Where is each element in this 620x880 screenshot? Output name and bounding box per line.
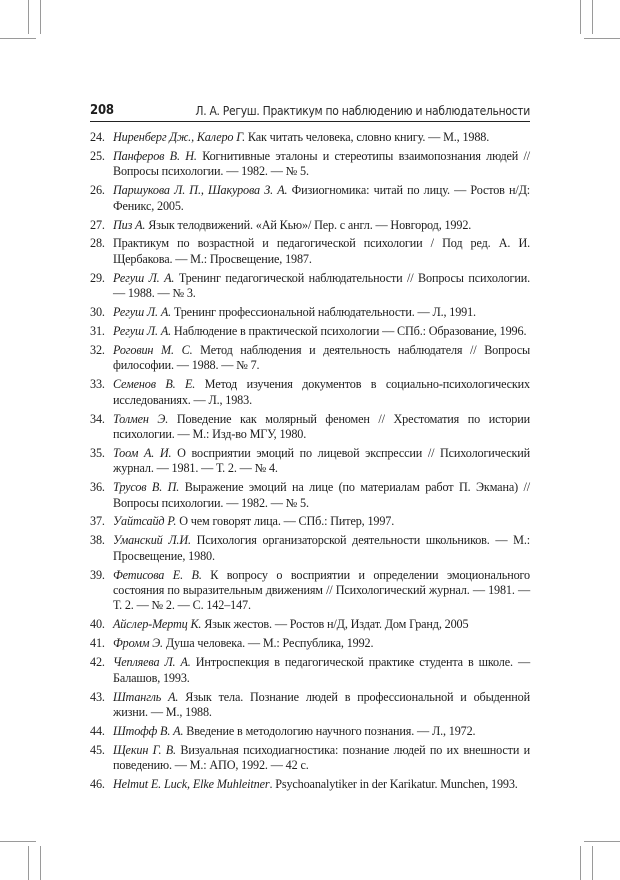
reference-author: Семенов В. Е. [113, 377, 196, 392]
reference-text: Тренинг профессиональной наблюдательности. — Л., 1991. [171, 305, 476, 320]
reference-item [90, 690, 530, 721]
reference-item [90, 343, 530, 374]
reference-text: Метод изучения документов в социально-психологических исследованиях. — Л., 1983. [113, 377, 530, 407]
reference-number: 32. [90, 342, 105, 357]
crop-mark-top-left-inner [28, 0, 29, 34]
reference-number: 40. [90, 617, 105, 632]
reference-item [90, 130, 530, 145]
reference-number: 25. [90, 148, 105, 163]
reference-author: Ниренберг Дж., Калеро Г. [113, 130, 246, 144]
reference-item [90, 218, 530, 233]
page-number: 208 [90, 103, 114, 118]
reference-author: Штангль А. [113, 689, 179, 704]
reference-text: Тренинг педагогической наблюдательности // Вопросы психологии. — 1988. — № 3. [113, 270, 531, 301]
crop-mark-top-right-outer [580, 0, 581, 34]
reference-number: 24. [90, 130, 105, 144]
reference-item [90, 636, 530, 651]
crop-mark-top-right-inner [592, 0, 593, 34]
reference-text: Язык тела. Познание людей в профессиональной и обыденной жизни. — М., 1988. [113, 689, 530, 719]
crop-mark-bottom-left-inner [28, 846, 29, 880]
reference-number: 35. [90, 445, 105, 460]
running-head: Л. А. Регуш. Практикум по наблюдению и наблюдательности [195, 104, 530, 118]
reference-text: Введение в методологию научного познания. — Л., 1972. [183, 723, 476, 738]
reference-number: 34. [90, 411, 105, 426]
reference-item [90, 533, 530, 564]
reference-item [90, 271, 530, 302]
reference-item [90, 480, 530, 511]
reference-author: Панферов В. Н. [113, 148, 197, 163]
reference-item [90, 568, 530, 614]
reference-item [90, 777, 530, 792]
reference-author: Фромм Э. [113, 636, 163, 651]
reference-author: Роговин М. С. [113, 342, 193, 357]
reference-item [90, 514, 530, 529]
reference-text: Когнитивные эталоны и стереотипы взаимопознания людей // Вопросы психологии. — 1982. — № 5. [113, 148, 530, 179]
reference-author: Пиз А. [113, 217, 146, 232]
reference-author: Регуш Л. А. [113, 323, 172, 338]
reference-item [90, 305, 530, 320]
reference-text: Наблюдение в практической психологии — СПб.: Образование, 1996. [171, 323, 527, 338]
reference-author: Тоом А. И. [113, 445, 172, 460]
reference-item [90, 377, 530, 408]
crop-mark-top-left-outer [40, 0, 41, 34]
reference-number: 41. [90, 636, 105, 651]
reference-text: О восприятии эмоций по лицевой экспрессии // Психологический журнал. — 1981. — Т. 2. — № 4. [113, 445, 530, 476]
reference-item [90, 724, 530, 739]
reference-item [90, 149, 530, 180]
crop-mark-bottom-left-h [0, 841, 36, 842]
reference-number: 28. [90, 236, 105, 251]
reference-author: Чепляева Л. А. [113, 655, 191, 670]
reference-author: Уманский Л.И. [113, 533, 191, 548]
reference-number: 38. [90, 533, 105, 548]
reference-author: Паршукова Л. П., Шакурова З. А. [113, 183, 288, 198]
reference-text: Поведение как молярный феномен // Хрестоматия по истории психологии. — М.: Изд-во МГУ, 1980. [113, 411, 530, 441]
reference-number: 45. [90, 742, 105, 757]
reference-item [90, 655, 530, 686]
reference-author: Толмен Э. [113, 411, 169, 426]
reference-number: 39. [90, 567, 105, 582]
reference-author: Уайтсайд Р. [113, 514, 177, 529]
reference-list [90, 130, 530, 796]
reference-text: К вопросу о восприятии и определении эмоционального состояния по выразительным движениям // Психологический журнал. — 1981. — Т. 2. — № 2. — С. 142–147. [113, 567, 531, 613]
reference-author: Регуш Л. А. [113, 270, 175, 285]
reference-number: 37. [90, 514, 105, 529]
reference-text: Физиогномика: читай по лицу. — Ростов н/Д: Феникс, 2005. [113, 183, 530, 213]
reference-number: 30. [90, 305, 105, 320]
reference-number: 29. [90, 270, 105, 285]
header-rule [90, 121, 530, 122]
reference-text: Душа человека. — М.: Республика, 1992. [162, 636, 374, 651]
reference-number: 31. [90, 323, 105, 338]
reference-text: Как читать человека, словно книгу. — М., 1988. [245, 130, 490, 144]
reference-text: Метод наблюдения и деятельность наблюдателя // Вопросы философии. — 1988. — № 7. [113, 342, 530, 373]
reference-item [90, 617, 530, 632]
reference-text: Язык жестов. — Ростов н/Д, Издат. Дом Гранд, 2005 [201, 617, 469, 632]
reference-author: Фетисова Е. В. [113, 567, 202, 582]
reference-author: Щекин Г. В. [113, 742, 176, 757]
reference-text: Практикум по возрастной и педагогической психологии / Под ред. А. И. Щербакова. — М.: Просвещение, 1987. [113, 236, 530, 266]
page-header [90, 100, 530, 118]
crop-mark-top-right-h [584, 38, 620, 39]
reference-text: Выражение эмоций на лице (по материалам работ П. Экмана) // Вопросы психологии. — 1982. — № 5. [113, 480, 530, 510]
reference-number: 36. [90, 480, 105, 495]
crop-mark-bottom-left-outer [40, 846, 41, 880]
reference-author: Айслер-Мертц К. [113, 617, 202, 632]
reference-item [90, 412, 530, 443]
reference-author: Helmut E. Luck, Elke Muhleitner [113, 777, 270, 792]
crop-mark-bottom-right-inner [592, 846, 593, 880]
reference-number: 26. [90, 183, 105, 198]
reference-text: Визуальная психодиагностика: познание людей по их внешности и поведению. — М.: АПО, 1992. — 42 с. [113, 742, 530, 773]
reference-number: 46. [90, 777, 105, 792]
reference-item [90, 324, 530, 339]
reference-number: 43. [90, 689, 105, 704]
reference-number: 27. [90, 217, 105, 232]
reference-text: Психология организаторской деятельности школьников. — М.: Просвещение, 1980. [113, 533, 530, 563]
reference-author: Трусов В. П. [113, 480, 180, 495]
crop-mark-top-left-h [0, 38, 36, 39]
reference-item [90, 446, 530, 477]
reference-text: О чем говорят лица. — СПб.: Питер, 1997. [176, 514, 395, 529]
reference-number: 44. [90, 723, 105, 738]
reference-text: Интроспекция в педагогической практике студента в школе. — Балашов, 1993. [113, 655, 530, 685]
reference-item [90, 743, 530, 774]
reference-item [90, 236, 530, 267]
crop-mark-bottom-right-h [584, 841, 620, 842]
reference-item [90, 183, 530, 214]
reference-author: Штофф В. А. [113, 723, 184, 738]
reference-text: Язык телодвижений. «Ай Кью»/ Пер. с англ. — Новгород, 1992. [145, 217, 472, 232]
crop-mark-bottom-right-outer [580, 846, 581, 880]
reference-number: 33. [90, 377, 105, 392]
reference-number: 42. [90, 655, 105, 670]
reference-text: . Psychoanalytiker in der Karikatur. Munchen, 1993. [269, 777, 518, 792]
reference-author: Регуш Л. А. [113, 305, 172, 320]
